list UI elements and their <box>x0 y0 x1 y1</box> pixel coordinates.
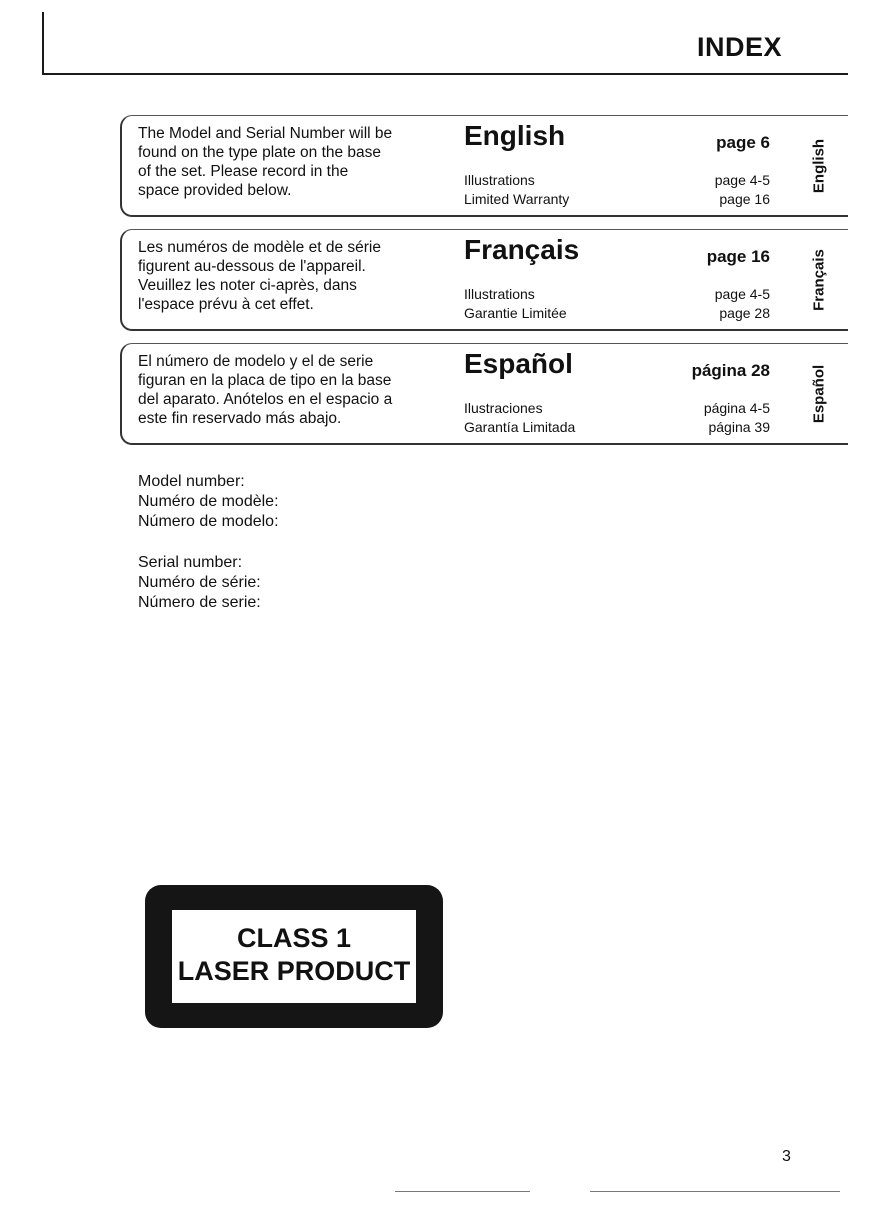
row-label-illustrations: Ilustraciones <box>464 400 543 416</box>
row-label-warranty: Garantía Limitada <box>464 419 576 435</box>
serial-number-en: Serial number: <box>138 554 243 571</box>
page-title: INDEX <box>696 32 782 62</box>
laser-label-panel <box>172 910 416 1003</box>
side-tab-espanol: Español <box>810 364 828 424</box>
row-value-warranty: page 28 <box>719 305 770 321</box>
scan-artifact-line <box>590 1191 840 1192</box>
section-main-page: página 28 <box>691 361 770 380</box>
row-value-warranty: página 39 <box>708 419 770 435</box>
model-number-en: Model number: <box>138 473 245 490</box>
section-main-page: page 6 <box>716 133 770 152</box>
laser-class: CLASS 1 <box>236 923 352 953</box>
side-tab-english: English <box>810 138 828 194</box>
row-label-illustrations: Illustrations <box>464 172 535 188</box>
serial-number-labels <box>138 553 261 613</box>
section-language-heading: English <box>464 120 566 151</box>
section-description: Les numéros de modèle et de série figurent au-dessous de l'appareil. Veuillez les noter ci-après, dans l'espace prévu à cet effet. <box>138 239 381 313</box>
section-language-heading: Français <box>464 234 580 265</box>
row-label-illustrations: Illustrations <box>464 286 535 302</box>
row-value-illustrations: page 4-5 <box>714 172 770 188</box>
model-number-es: Número de modelo: <box>138 513 279 530</box>
serial-number-es: Número de serie: <box>138 594 261 611</box>
section-main-page: page 16 <box>706 247 770 266</box>
serial-number-fr: Numéro de série: <box>138 574 261 591</box>
row-label-warranty: Limited Warranty <box>464 191 570 207</box>
header-left-rule <box>42 12 44 74</box>
model-number-labels <box>138 472 279 532</box>
section-description: The Model and Serial Number will be found on the type plate on the base of the set. Please record in the space provided below. <box>138 125 393 199</box>
page-number: 3 <box>782 1148 791 1165</box>
section-francais <box>120 229 848 331</box>
section-description: El número de modelo y el de serie figuran en la placa de tipo en la base del aparato. Anótelos en el espacio a este fin reservado más abajo. <box>138 353 393 427</box>
scan-artifact-line <box>395 1191 530 1192</box>
row-value-illustrations: página 4-5 <box>703 400 770 416</box>
header-rule <box>42 73 848 75</box>
laser-product-label <box>145 885 443 1028</box>
section-espanol <box>120 343 848 445</box>
row-label-warranty: Garantie Limitée <box>464 305 567 321</box>
section-english <box>120 115 848 217</box>
laser-product-text: LASER PRODUCT <box>177 956 411 986</box>
model-number-fr: Numéro de modèle: <box>138 493 279 510</box>
side-tab-francais: Français <box>810 249 828 311</box>
row-value-warranty: page 16 <box>719 191 770 207</box>
section-language-heading: Español <box>464 348 573 379</box>
row-value-illustrations: page 4-5 <box>714 286 770 302</box>
